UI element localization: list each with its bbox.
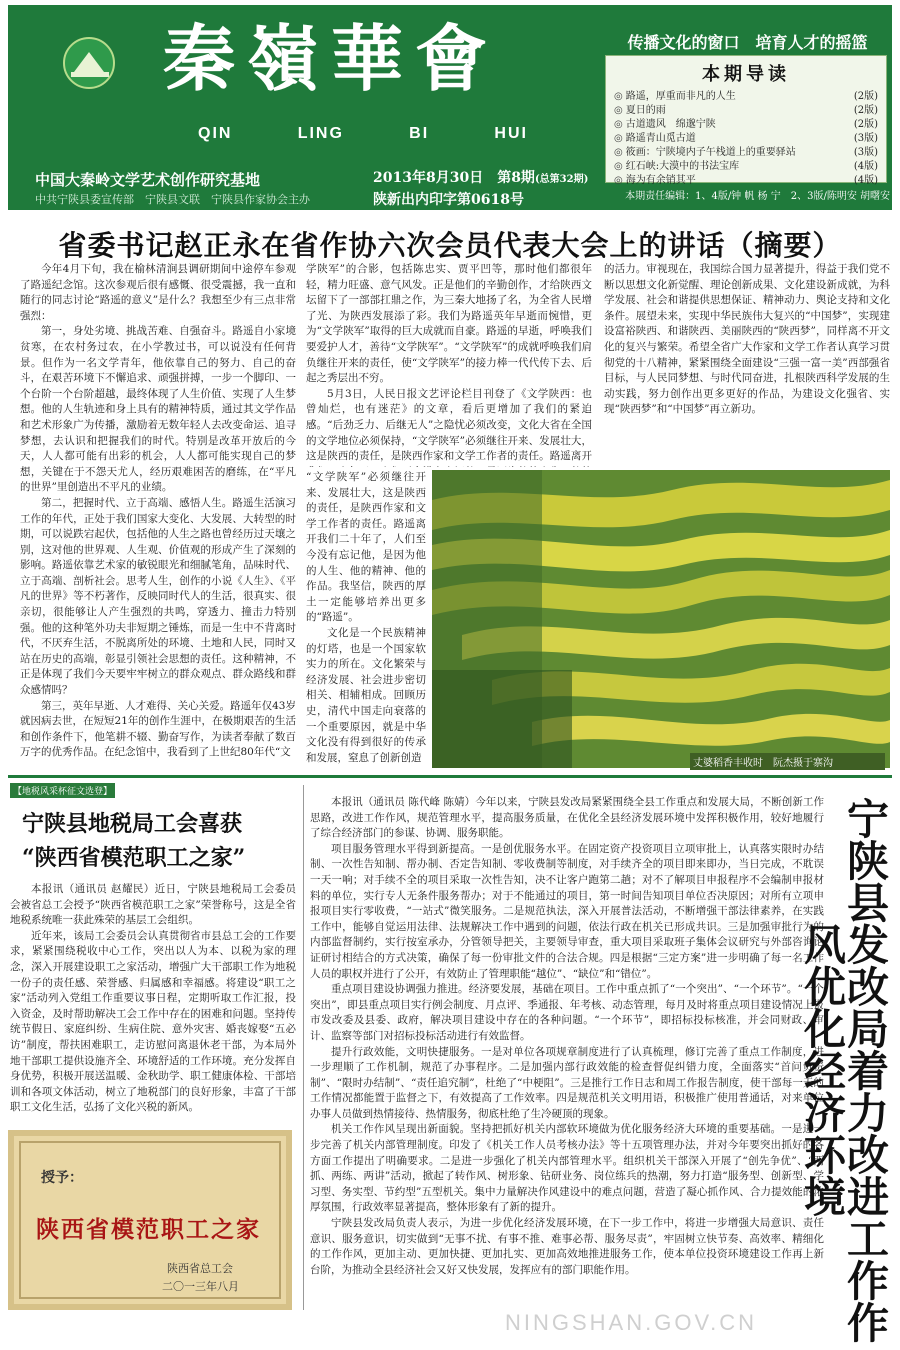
terraced-rice-field-photo (432, 470, 890, 768)
pinyin-syllable: BI (409, 125, 430, 142)
guide-item[interactable] (606, 90, 886, 104)
guide-item-page: (4版) (853, 175, 878, 186)
publication-license: 陕新出内印字第0618号 (373, 192, 524, 208)
newspaper-title: 秦嶺華會 (163, 16, 500, 101)
paragraph: 宁陕县发改局负责人表示，为进一步优化经济发展环境，在下一步工作中，将进一步增强大局意识、责任意识、服务意识，切实做到“无事不扰、有事不推、难事必帮、服务尽责”，牢固树立快节奏、高效率、精细化的工作作风，更加主动、更加快捷、更加扎实、更加高效地推进服务工作，使本单位投资环境建设工作再上新台阶，为推动全县经济社会又好又快发展，发挥应有的部门职能作用。 (310, 1217, 824, 1276)
guide-item-text: ◎ 古道遗风 绵邈宁陕 (614, 118, 716, 132)
paragraph: 机关工作作风呈现出新面貌。坚持把抓好机关内部软环境做为优化服务经济大环境的重要基础。一是进一步完善了机关内部管理制度。印发了《机关工作人员考核办法》等十五项管理办法，并对今年要突出抓好的各方面工作提出了明确要求。二是进一步强化了机关内部管理水平。组织机关干部深入开展了“创先争优”、“两抓、两练、两讲”活动，掀起了转作风、树形象、钻研业务、岗位练兵的热潮，努力打造“服务型、创新型、学习型、务实型、节约型”五型机关。集中力量解决作风建设中的难点问题，营造了凝心抓作风、合力提效能的浓厚氛围，行政效率显著提高，整体形象有了新的提升。 (310, 1123, 824, 1214)
paragraph: 项目服务管理水平得到新提高。一是创优服务水平。在固定资产投资项目立项审批上，认真落实限时办结制、一次性告知制、帮办制、否定告知制、零收费制等制度，对手续齐全的项目即来即办，当日完成，不耽误一天一响；对手续不全的项目采取一次性告知，决不让客户跑第二趟；对不了解项目申报程序不会编制申报材料的单位，实行专人无条件服务帮办；对于不能通过的项目，第一时间告知项目单位否决原因；对所有立项申报项目实行零收费，“一站式”微笑服务。二是规范执法，深入开展普法活动，不断增强干部法律素养，在实践工作中，能够自觉运用法律、法规解决工作中遇到的问题，依法行政在机关已形成共识。三是加强审批行为的内部监督制约，实行按室承办，分管领导把关，主要领导审查，重大项目采取班子集体会议研究与外部咨询论证研讨相结合的方式决策，确保了每一份审批文件的合法合规。四是根据“三定方案”进一步明确了每一名工作人员的职权并进行了公开，有效防止了管理职能“越位”、“缺位”和“错位”。 (310, 842, 824, 980)
guide-item-page: (2版) (853, 105, 878, 116)
guide-item-text: ◎ 红石峡:大漠中的书法宝库 (614, 160, 739, 174)
guide-item[interactable] (606, 132, 886, 146)
guide-item[interactable] (606, 118, 886, 132)
column-tag: 【地税风采杯征文选登】 (10, 783, 115, 798)
paragraph: 提升行政效能，文明快捷服务。一是对单位各项规章制度进行了认真梳理，修订完善了重点工作制度，进一步理顺了工作机制，规范了办事程序。二是加强内部行政效能的检查督促纠错力度，全面落实“首问负责制”、“限时办结制”、“责任追究制”，杜绝了“中梗阻”。三是推行工作日志和周工作报告制度，使干部每一天的工作情况都能置于监督之下，有效提高了工作效率。四是规范机关文明用语，积极推广使用普通话，对来单位办事人员做到热情接待、热情服务，彻底杜绝了生冷硬顶的现象。 (310, 1045, 824, 1120)
title-pinyin (198, 125, 528, 143)
certificate-frame (19, 1141, 281, 1299)
right-article-vertical-title: 宁陕县发改局着力改进工作作风优化经济环境 (798, 797, 890, 1343)
right-article-body (310, 795, 824, 1315)
masthead (8, 5, 892, 210)
paragraph: 第一，身处劣境、挑战苦难、自强奋斗。路遥自小家境贫寒，在农村务过农，在小学教过书，可以说没有任何背景。但作为一名文学青年，他依靠自己的努力、自己的奋斗，在艰苦环境下不懈追求、顽强拼搏，一步一个脚印、一个台阶一个台阶超越，最终体现了人生价值、实现了人生梦想。他的人生轨迹和身上具有的精神特质，通过其文学作品和艺术形象广为传播，激励着无数年轻人去改变命运、追寻梦想，去认识和把握我们的时代。特别是改革开放后的今天，人人都可能有出彩的机会，人人都可能实现自己的梦想，关键在于不怨天尤人，经历艰难困苦的磨练，在“平凡的世界”里创造出不平凡的业绩。 (20, 325, 296, 494)
guide-item-text: ◎ 海为有余销其平 (614, 174, 696, 188)
guide-item[interactable] (606, 146, 886, 160)
title-line: 宁陕县地税局工会喜获 (22, 811, 243, 837)
issue-guide (605, 55, 887, 186)
guide-item[interactable] (606, 104, 886, 118)
issue-date: 2013年8月30日 第8期 (373, 170, 535, 186)
paragraph: 本报讯（通讯员 赵耀民）近日，宁陕县地税局工会委员会被省总工会授予“陕西省模范职工之家”荣誉称号，这是全省地税系统唯一获此殊荣的基层工会组织。 (10, 883, 296, 927)
paragraph: 今年4月下旬，我在榆林清涧县调研期间中途停车参观了路遥纪念馆。这次参观后很有感慨、很受震撼，我一直和随行的同志讨论“路遥的意义”是什么？我想至少有三点非常强烈： (20, 263, 296, 322)
guide-title: 本期导读 (702, 64, 790, 85)
paragraph: 文化是一个民族精神的灯塔，也是一个国家软实力的所在。文化繁荣与经济发展、社会进步密切相关、相辅相成。回顾历史，清代中国走向衰落的一个重要原因，就是中华文化没有得到很好的传承和发展，窒息了创新创造 (306, 626, 426, 764)
lead-headline: 省委书记赵正永在省作协六次会员代表大会上的讲话（摘要） (58, 229, 842, 262)
paragraph: 5月3日，人民日报文艺评论栏目刊登了《文学陕西：也曾灿烂，也有迷茫》的文章，看后更增加了我们的紧迫感。“后劲乏力、后继无人”之隐忧必须改变，文化大省在全国的文学地位必须保持，“文学陕军”必须继往开来、发展壮大，这是陕西的责任，是陕西作家和文学工作者的责任。路遥离开 (306, 387, 592, 463)
newspaper-logo-icon (63, 37, 115, 89)
guide-item-page: (2版) (853, 91, 878, 102)
paragraph: 学陕军”的合影，包括陈忠实、贾平凹等，那时他们都很年轻，精力旺盛、意气风发。正是他们的辛勤创作，才给陕西文坛留下了一部部扛鼎之作，为三秦大地扬了名，为全省人民增了光、为陕西发展添了彩。我们为路遥英年早逝而惋惜，更为“文学陕军”取得的巨大成就而自豪。路遥的早逝，呼唤我们要爱护人才，善待“文学陕军”。“文学陕军”的成就呼唤我们肩负继往开来的责任，使“文学陕军”的接力棒一代代传下去、后起之秀层出不穷。 (306, 263, 592, 385)
paragraph: 第二，把握时代、立于高端、感悟人生。路遥生活演习工作的年代，正处于我们国家大变化、大发展、大转型的时期，可以说跌宕起伏，包括他的人生之路也曾经历过天壤之别，这对他的世界观、人生观、价值观的形成产生了深刻的影响。路遥依靠艺术家的敏锐眼光和细腻笔角，品味时代、立于高端、剖析社会。思考人生，创作的小说《人生》、《平凡的世界》等不朽著作，反映同时代人的生活，很真实、很亲切，很能够让人产生强烈的共鸣，穿透力、撞击力特别强。他的这种笔外功夫非短期之锤炼，而是一生中不背离时代，不厌弃生活，不脱离所处的环境、土地和人民，同时又站在历史的高端，彰显引领社会思想的责任。这种精神，不正是体现了我们今天要牢牢树立的群众观点、群众路线和群众感情吗？ (20, 496, 296, 697)
sponsors: 中共宁陕县委宣传部 宁陕县文联 宁陕县作家协会主办 (35, 193, 310, 206)
award-issuer: 陕西省总工会 (167, 1262, 233, 1275)
pinyin-syllable: QIN (198, 125, 233, 142)
paragraph: 的活力。审视现在，我国综合国力显著提升，得益于我们党不断以思想文化新觉醒、理论创新成果、文化建设新成就，为科学发展、社会和谐提供思想保证、精神动力、舆论支持和文化条件。展望未来，实现中华民族伟大复兴的“中国梦”，实现建设富裕陕西、和谐陕西、美丽陕西的“陕西梦”，同样离不开文化的复兴与繁荣。希望全省广大作家和文学工作者认真学习贯彻党的十八精神，紧紧围绕全面建设“三强一富一美”西部强省目标，与人民同梦想、与时代同奋进，扎根陕西科学发展的生动实践，努力创作出更多更好的作品，为建设文化强省、实现“陕西梦”和“中国梦”再立新功。 (604, 263, 890, 416)
section-divider (8, 775, 892, 778)
guide-item-text: ◎ 路遥青山觅古道 (614, 132, 696, 146)
left-article-body (10, 882, 296, 1122)
lead-column-1 (20, 262, 296, 768)
research-base-name: 中国大秦岭文学艺术创作研究基地 (35, 171, 261, 189)
guide-item-text: ◎ 路遥，厚重而非凡的人生 (614, 90, 736, 104)
column-divider (303, 785, 304, 1310)
guide-item-text: ◎ 筱画：宁陕境内子午栈道上的重要驿站 (614, 146, 796, 160)
site-watermark: NINGSHAN.GOV.CN (505, 1310, 758, 1335)
paragraph: 近年来，该局工会委员会认真贯彻省市县总工会的工作要求，紧紧围绕税收中心工作，突出以人为本、以税为家的理念，深入开展建设职工之家活动，增强广大干部职工作为地税一份子的责任感、荣誉感、归属感和幸福感。将建设“职工之家”活动列入党组工作重要议事日程，定期听取工作汇报，投入资金，及时帮助解决工会工作中存在的困难和问题。坚持传统节假日、家庭纠纷、生病住院、意外灾害、婚丧嫁娶“五必访”制度，帮扶困难职工，走访慰问离退休老干部，为本局外地干部职工提供设施齐全、环境舒适的工作环境。充分发挥自身优势，积极开展送温暖、金秋助学、职工健康体检、干部培训和各项文体活动，树立了地税部门的良好形象，丰富了干部职工文化生活，弘扬了文化兴税的新风。 (10, 929, 296, 1114)
paragraph: 重点项目建设协调强力推进。经济要发展，基础在项目。工作中重点抓了“一个突出”、“一个环节”。“一个突出”，即县重点项目实行例会制度、月点评、季通报、年考核、动态管理，每月及时将重点项目建设情况上报市发改委及县委、政府，解决项目建设中存在的各种问题。“一个环节”，即招标投标核准，并会同财政、审计、监察等部门对招标投标活动进行有效监督。 (310, 983, 824, 1042)
slogan: 传播文化的窗口 培育人才的摇篮 (627, 33, 868, 52)
photo-caption: 丈婆稻香丰收时 阮杰摄于寨沟 (690, 753, 885, 770)
left-article-title (22, 807, 302, 875)
award-label: 授予： (41, 1170, 83, 1186)
lead-column-3 (604, 262, 890, 462)
pinyin-syllable: LING (297, 125, 344, 142)
award-date: 二〇一三年八月 (162, 1280, 239, 1293)
guide-item-page: (2版) (853, 119, 878, 130)
guide-item-page: (3版) (853, 133, 878, 144)
guide-item[interactable] (606, 174, 886, 188)
issue-info (373, 168, 603, 210)
award-certificate-photo (8, 1130, 292, 1310)
guide-item-page: (3版) (853, 147, 878, 158)
responsible-editors: 本期责任编辑：1、4版/钟 帆 杨 宁 2、3版/陈明安 胡曙安 (625, 191, 890, 202)
guide-item-page: (4版) (853, 161, 878, 172)
paragraph-continued: “文学陕军”必须继往开来、发展壮大，这是陕西的责任，是陕西作家和文学工作者的责任。路遥离开我们二十年了，人们至今没有忘记他，是因为他的人生、他的精神、他的作品。我坚信，陕西的厚土一定能够培养出更多的“路遥”。 (306, 471, 426, 624)
lead-column-2 (306, 262, 592, 467)
guide-item-text: ◎ 夏日的雨 (614, 104, 666, 118)
issue-total: (总第32期) (534, 174, 589, 185)
title-line: “陕西省模范职工之家” (22, 845, 246, 871)
award-title: 陕西省模范职工之家 (36, 1216, 261, 1243)
paragraph: 第三，英年早逝、人才难得、关心关爱。路遥年仅43岁就因病去世，在短短21年的创作生涯中，在极期艰苦的生活和创作条件下，他笔耕不辍、勤奋写作，为读者奉献了数百万字的优秀作品。在纪念馆中，我看到了上世纪80年代“文 (20, 699, 296, 759)
lead-column-2-narrow (306, 470, 426, 768)
pinyin-syllable: HUI (494, 125, 528, 142)
paragraph: 本报讯（通讯员 陈代峰 陈婧）今年以来，宁陕县发改局紧紧围绕全县工作重点和发展大局，不断创新工作思路，改进工作作风，规范管理水平，提高服务质量，在优化全县经济发展环境中发挥积极作用，较好地履行了综合经济部门的参谋、协调、服务职能。 (310, 796, 824, 840)
guide-item[interactable] (606, 160, 886, 174)
